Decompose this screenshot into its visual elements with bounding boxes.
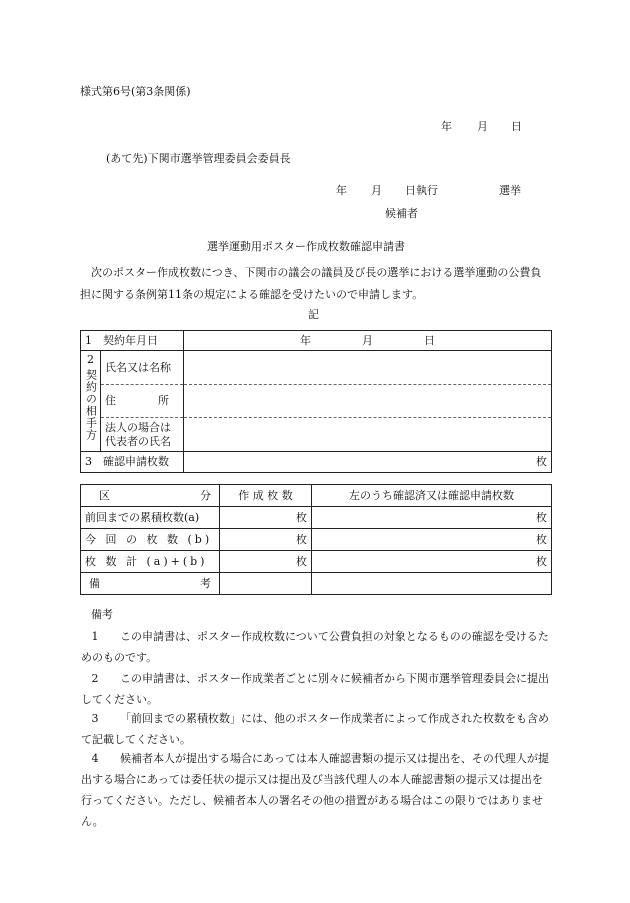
contract-day-label: 日 bbox=[424, 333, 435, 347]
request-count-row bbox=[81, 452, 552, 473]
address-label-b: 所 bbox=[158, 394, 169, 408]
count-table-header bbox=[81, 485, 552, 507]
count-cell-confirmed[interactable] bbox=[312, 551, 552, 573]
address-label bbox=[101, 385, 184, 418]
name-label: 氏名又は名称 bbox=[101, 351, 184, 385]
count-cell-confirmed[interactable] bbox=[312, 507, 552, 529]
count-cell-confirmed[interactable] bbox=[312, 529, 552, 551]
row2-number: 2 bbox=[87, 353, 94, 366]
form-number: 様式第6号(第3条関係) bbox=[80, 85, 191, 98]
unit-label: 枚 bbox=[296, 510, 307, 524]
biko-cell-confirmed[interactable] bbox=[312, 573, 552, 595]
document-title: 選挙運動用ポスター作成枚数確認申請書 bbox=[207, 240, 405, 253]
contractor-group-label bbox=[81, 351, 101, 452]
count-row-current bbox=[81, 529, 552, 551]
biko-cell-made[interactable] bbox=[220, 573, 312, 595]
rep-label bbox=[101, 418, 184, 452]
name-input-cell[interactable] bbox=[184, 351, 552, 385]
date-day-label: 日 bbox=[511, 120, 522, 133]
sakusei-header: 作 成 枚 数 bbox=[220, 485, 312, 507]
count-row-total bbox=[81, 551, 552, 573]
biko-label bbox=[81, 573, 220, 595]
request-count-cell[interactable] bbox=[184, 452, 552, 473]
date-year-label: 年 bbox=[441, 120, 452, 133]
election-month-label: 月 bbox=[371, 184, 382, 197]
note-text: 「前回までの累積枚数」には、他のポスター作成業者によって作成された枚数をも含めて記載してください。 bbox=[81, 712, 549, 746]
ki-label: 記 bbox=[308, 308, 319, 321]
unit-label: 枚 bbox=[536, 510, 547, 524]
request-count-unit: 枚 bbox=[536, 455, 547, 469]
contractor-rep-row bbox=[81, 418, 552, 452]
contract-table bbox=[80, 330, 552, 473]
unit-label: 枚 bbox=[296, 554, 307, 568]
rep-input-cell[interactable] bbox=[184, 418, 552, 452]
kubun-header-b: 分 bbox=[200, 488, 211, 502]
note-number: 3 bbox=[91, 712, 99, 725]
biko-row bbox=[81, 573, 552, 595]
count-cell-made[interactable] bbox=[220, 507, 312, 529]
note-item-4 bbox=[81, 748, 551, 832]
count-row-previous bbox=[81, 507, 552, 529]
rep-label-line2: 代表者の氏名 bbox=[105, 434, 171, 448]
count-cell-made[interactable] bbox=[220, 551, 312, 573]
rep-label-line1: 法人の場合は bbox=[105, 420, 171, 434]
count-row-label: 前回までの累積枚数(a) bbox=[81, 507, 220, 529]
note-item-3 bbox=[81, 708, 551, 750]
addressee: (あて先)下関市選挙管理委員会委員長 bbox=[106, 152, 291, 165]
notes-heading: 備考 bbox=[91, 608, 113, 621]
note-item-1 bbox=[81, 626, 551, 668]
contractor-name-row bbox=[81, 351, 552, 385]
unit-label: 枚 bbox=[536, 532, 547, 546]
election-year-label: 年 bbox=[336, 184, 347, 197]
kubun-header bbox=[81, 485, 220, 507]
confirmed-header: 左のうち確認済又は確認申請枚数 bbox=[312, 485, 552, 507]
contract-month-label: 月 bbox=[362, 333, 373, 347]
contract-date-row bbox=[81, 331, 552, 351]
note-number: 4 bbox=[91, 752, 99, 765]
note-text: この申請書は、ポスター作成業者ごとに別々に候補者から下関市選挙管理委員会に提出してください。 bbox=[81, 672, 549, 706]
contractor-vertical-label: 契約の相手方 bbox=[84, 368, 98, 441]
note-text: 候補者本人が提出する場合にあっては本人確認書類の提示又は提出を、その代理人が提出する場合にあっては委任状の提示又は提出及び当該代理人の本人確認書類の提示又は提出を行ってください。ただし、候補者本人の署名その他の措置がある場合はこの限りではありません。 bbox=[81, 752, 549, 828]
count-cell-made[interactable] bbox=[220, 529, 312, 551]
biko-label-a: 備 bbox=[89, 576, 100, 590]
note-number: 2 bbox=[91, 672, 99, 685]
date-month-label: 月 bbox=[477, 120, 488, 133]
note-number: 1 bbox=[91, 630, 99, 643]
count-row-label: 枚 数 計 (a)+(b) bbox=[81, 551, 220, 573]
kubun-header-a: 区 bbox=[99, 488, 110, 502]
candidate-label: 候補者 bbox=[385, 207, 418, 220]
note-item-2 bbox=[81, 668, 551, 710]
unit-label: 枚 bbox=[296, 532, 307, 546]
address-label-a: 住 bbox=[105, 394, 116, 408]
contractor-address-row bbox=[81, 385, 552, 418]
election-label: 選挙 bbox=[499, 184, 521, 197]
contract-year-label: 年 bbox=[300, 333, 311, 347]
unit-label: 枚 bbox=[536, 554, 547, 568]
contract-date-label: 1 契約年月日 bbox=[81, 331, 184, 351]
note-text: この申請書は、ポスター作成枚数について公費負担の対象となるものの確認を受けるためのものです。 bbox=[81, 630, 549, 664]
biko-label-b: 考 bbox=[200, 576, 211, 590]
count-table bbox=[80, 484, 552, 595]
address-input-cell[interactable] bbox=[184, 385, 552, 418]
request-count-label: 3 確認申請枚数 bbox=[81, 452, 184, 473]
contract-date-cell[interactable] bbox=[184, 331, 552, 351]
count-row-label: 今 回 の 枚 数 (b) bbox=[81, 529, 220, 551]
election-day-exec-label: 日執行 bbox=[405, 184, 438, 197]
intro-paragraph: 次のポスター作成枚数につき、下関市の議会の議員及び長の選挙における選挙運動の公費負担に関する条例第11条の規定による確認を受けたいので申請します。 bbox=[80, 266, 542, 301]
